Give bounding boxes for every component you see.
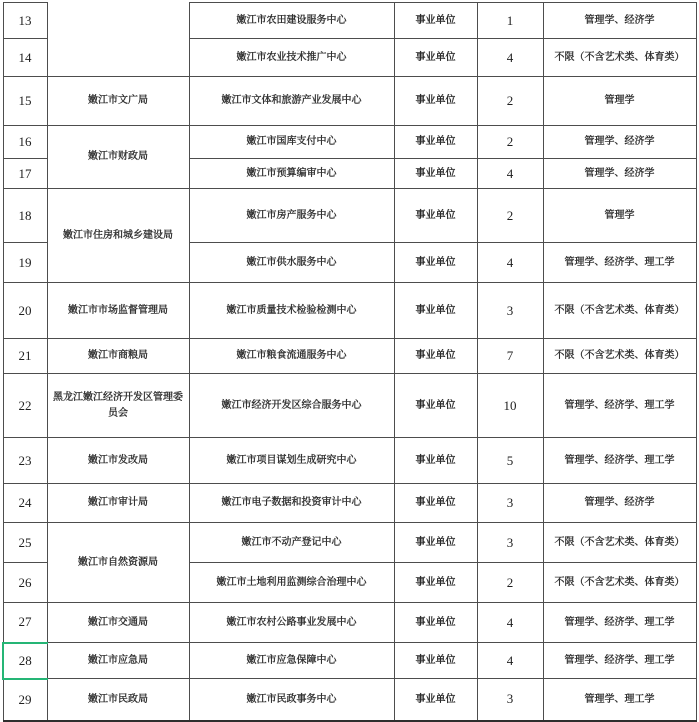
major-cell[interactable]: 管理学、经济学、理工学 [543, 374, 696, 438]
unit-cell[interactable]: 嫩江市经济开发区综合服务中心 [189, 374, 394, 438]
headcount-cell[interactable]: 5 [477, 438, 543, 484]
unit-type-cell[interactable]: 事业单位 [394, 159, 477, 189]
headcount-cell[interactable]: 2 [477, 189, 543, 243]
unit-type-cell[interactable]: 事业单位 [394, 126, 477, 159]
major-cell[interactable]: 不限（不含艺术类、体育类） [543, 39, 696, 77]
major-cell[interactable]: 管理学、经济学、理工学 [543, 603, 696, 643]
table-row [3, 189, 696, 243]
headcount-cell[interactable]: 4 [477, 159, 543, 189]
headcount-cell[interactable]: 7 [477, 339, 543, 374]
headcount-cell[interactable]: 1 [477, 3, 543, 39]
row-number-cell[interactable]: 29 [3, 679, 47, 721]
table-row [3, 643, 696, 679]
unit-cell[interactable]: 嫩江市不动产登记中心 [189, 523, 394, 563]
unit-cell[interactable]: 嫩江市预算编审中心 [189, 159, 394, 189]
department-cell[interactable]: 嫩江市审计局 [47, 484, 189, 523]
major-cell[interactable]: 管理学、经济学、理工学 [543, 643, 696, 679]
major-cell[interactable]: 管理学 [543, 77, 696, 126]
table-row [3, 126, 696, 159]
unit-type-cell[interactable]: 事业单位 [394, 39, 477, 77]
department-cell[interactable]: 嫩江市财政局 [47, 126, 189, 189]
major-cell[interactable]: 管理学 [543, 189, 696, 243]
unit-type-cell[interactable]: 事业单位 [394, 603, 477, 643]
unit-type-cell[interactable]: 事业单位 [394, 3, 477, 39]
unit-type-cell[interactable]: 事业单位 [394, 77, 477, 126]
department-cell[interactable] [47, 3, 189, 77]
table-row [3, 484, 696, 523]
unit-type-cell[interactable]: 事业单位 [394, 339, 477, 374]
unit-cell[interactable]: 嫩江市供水服务中心 [189, 243, 394, 283]
department-cell[interactable]: 嫩江市发改局 [47, 438, 189, 484]
unit-type-cell[interactable]: 事业单位 [394, 523, 477, 563]
unit-type-cell[interactable]: 事业单位 [394, 484, 477, 523]
row-number-cell[interactable]: 24 [3, 484, 47, 523]
unit-type-cell[interactable]: 事业单位 [394, 283, 477, 339]
major-cell[interactable]: 不限（不含艺术类、体育类） [543, 523, 696, 563]
unit-type-cell[interactable]: 事业单位 [394, 374, 477, 438]
row-number-cell[interactable]: 21 [3, 339, 47, 374]
headcount-cell[interactable]: 4 [477, 39, 543, 77]
major-cell[interactable]: 管理学、经济学 [543, 159, 696, 189]
headcount-cell[interactable]: 2 [477, 563, 543, 603]
headcount-cell[interactable]: 4 [477, 243, 543, 283]
department-cell[interactable]: 嫩江市商粮局 [47, 339, 189, 374]
table-row [3, 679, 696, 721]
headcount-cell[interactable]: 10 [477, 374, 543, 438]
row-number-cell-selected[interactable]: 28 [3, 643, 47, 679]
table-row [3, 523, 696, 563]
unit-cell[interactable]: 嫩江市房产服务中心 [189, 189, 394, 243]
unit-cell[interactable]: 嫩江市应急保障中心 [189, 643, 394, 679]
headcount-cell[interactable]: 3 [477, 523, 543, 563]
department-cell[interactable]: 嫩江市住房和城乡建设局 [47, 189, 189, 283]
unit-cell[interactable]: 嫩江市文体和旅游产业发展中心 [189, 77, 394, 126]
unit-cell[interactable]: 嫩江市项目谋划生成研究中心 [189, 438, 394, 484]
row-number-cell[interactable]: 25 [3, 523, 47, 563]
department-cell[interactable]: 嫩江市应急局 [47, 643, 189, 679]
unit-cell[interactable]: 嫩江市农业技术推广中心 [189, 39, 394, 77]
table-row [3, 283, 696, 339]
unit-cell[interactable]: 嫩江市质量技术检验检测中心 [189, 283, 394, 339]
row-number-cell[interactable]: 27 [3, 603, 47, 643]
unit-cell[interactable]: 嫩江市农村公路事业发展中心 [189, 603, 394, 643]
headcount-cell[interactable]: 2 [477, 77, 543, 126]
headcount-cell[interactable]: 3 [477, 283, 543, 339]
row-number-cell[interactable]: 15 [3, 77, 47, 126]
row-number-cell[interactable]: 20 [3, 283, 47, 339]
row-number-cell[interactable]: 19 [3, 243, 47, 283]
major-cell[interactable]: 不限（不含艺术类、体育类） [543, 283, 696, 339]
table-row [3, 339, 696, 374]
headcount-cell[interactable]: 4 [477, 643, 543, 679]
table-row [3, 603, 696, 643]
row-number-cell[interactable]: 18 [3, 189, 47, 243]
headcount-cell[interactable]: 4 [477, 603, 543, 643]
row-number-cell[interactable]: 23 [3, 438, 47, 484]
unit-cell[interactable]: 嫩江市国库支付中心 [189, 126, 394, 159]
unit-type-cell[interactable]: 事业单位 [394, 679, 477, 721]
department-cell[interactable]: 嫩江市民政局 [47, 679, 189, 721]
row-number-cell[interactable]: 26 [3, 563, 47, 603]
headcount-cell[interactable]: 2 [477, 126, 543, 159]
major-cell[interactable]: 管理学、经济学 [543, 126, 696, 159]
major-cell[interactable]: 管理学、经济学 [543, 3, 696, 39]
table-row [3, 374, 696, 438]
unit-cell[interactable]: 嫩江市粮食流通服务中心 [189, 339, 394, 374]
headcount-cell[interactable]: 3 [477, 484, 543, 523]
unit-type-cell[interactable]: 事业单位 [394, 189, 477, 243]
department-cell[interactable]: 嫩江市市场监督管理局 [47, 283, 189, 339]
major-cell[interactable]: 管理学、经济学 [543, 484, 696, 523]
unit-type-cell[interactable]: 事业单位 [394, 643, 477, 679]
headcount-cell[interactable]: 3 [477, 679, 543, 721]
unit-cell[interactable]: 嫩江市电子数据和投资审计中心 [189, 484, 394, 523]
table-row [3, 77, 696, 126]
unit-cell[interactable]: 嫩江市农田建设服务中心 [189, 3, 394, 39]
row-number-cell[interactable]: 14 [3, 39, 47, 77]
major-cell[interactable]: 不限（不含艺术类、体育类） [543, 563, 696, 603]
department-cell[interactable]: 嫩江市自然资源局 [47, 523, 189, 603]
major-cell[interactable]: 管理学、经济学、理工学 [543, 438, 696, 484]
major-cell[interactable]: 管理学、理工学 [543, 679, 696, 721]
major-cell[interactable]: 管理学、经济学、理工学 [543, 243, 696, 283]
department-cell[interactable]: 黑龙江嫩江经济开发区管理委员会 [47, 374, 189, 438]
row-number-cell[interactable]: 22 [3, 374, 47, 438]
department-cell[interactable]: 嫩江市交通局 [47, 603, 189, 643]
unit-cell[interactable]: 嫩江市土地利用监测综合治理中心 [189, 563, 394, 603]
major-cell[interactable]: 不限（不含艺术类、体育类） [543, 339, 696, 374]
recruitment-table [2, 2, 697, 722]
row-number-cell[interactable]: 17 [3, 159, 47, 189]
table-row [3, 438, 696, 484]
row-number-cell[interactable]: 13 [3, 3, 47, 39]
unit-type-cell[interactable]: 事业单位 [394, 243, 477, 283]
department-cell[interactable]: 嫩江市文广局 [47, 77, 189, 126]
table-row [3, 3, 696, 39]
unit-cell[interactable]: 嫩江市民政事务中心 [189, 679, 394, 721]
unit-type-cell[interactable]: 事业单位 [394, 563, 477, 603]
unit-type-cell[interactable]: 事业单位 [394, 438, 477, 484]
row-number-cell[interactable]: 16 [3, 126, 47, 159]
